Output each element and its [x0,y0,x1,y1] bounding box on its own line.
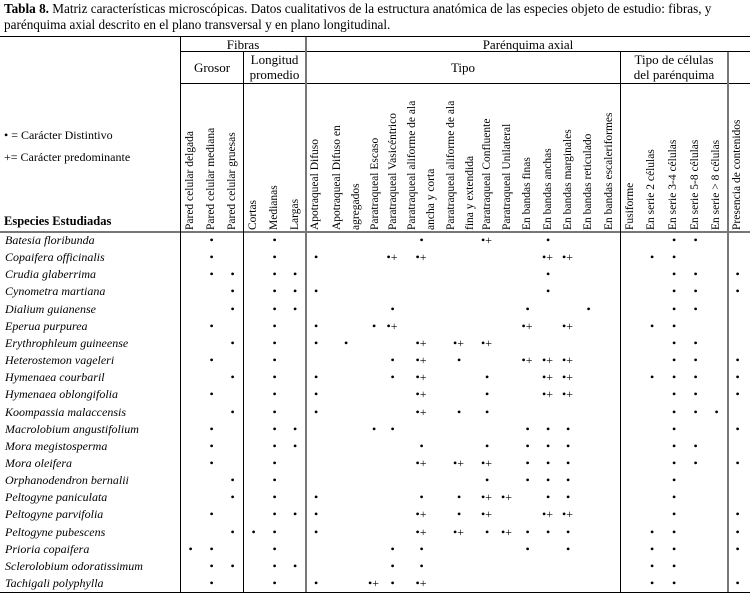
distinctive-mark: • [735,387,740,402]
column-header: En bandas reticulado [582,133,594,230]
distinctive-mark: • [566,421,571,436]
distinctive-mark: • [672,301,677,316]
distinctive-mark: • [272,421,277,436]
predominant-mark: •+ [415,524,427,539]
distinctive-mark: • [390,558,395,573]
distinctive-mark: • [272,250,277,265]
species-name: Hymenaea courbaril [5,370,105,385]
distinctive-mark: • [272,473,277,488]
distinctive-mark: • [546,421,551,436]
distinctive-mark: • [735,524,740,539]
distinctive-mark: • [735,576,740,590]
distinctive-mark: • [672,421,677,436]
distinctive-mark: • [735,267,740,282]
distinctive-mark: • [209,387,214,402]
species-name: Macrolobium angustifolium [5,421,139,436]
distinctive-mark: • [735,284,740,299]
legend-predominant: += Carácter predominante [4,150,131,164]
distinctive-mark: • [390,421,395,436]
predominant-mark: •+ [501,490,512,505]
distinctive-mark: • [566,473,571,488]
predominant-mark: •+ [415,370,427,385]
distinctive-mark: • [344,335,349,350]
distinctive-mark: • [272,404,277,419]
distinctive-mark: • [525,524,530,539]
distinctive-mark: • [546,284,551,299]
distinctive-mark: • [485,404,490,419]
distinctive-mark: • [693,301,698,316]
column-header: Paratraqueal Unilateral [501,123,513,230]
predominant-mark: •+ [415,455,427,470]
distinctive-mark: • [314,318,319,333]
distinctive-mark: • [485,473,490,488]
distinctive-mark: • [272,558,277,573]
distinctive-mark: • [209,507,214,522]
distinctive-mark: • [525,301,530,316]
distinctive-mark: • [672,353,677,368]
column-header: En bandas escaleriformes [603,112,615,230]
column-header: Largas [289,198,301,230]
predominant-mark: •+ [542,507,553,522]
species-name: Eperua purpurea [5,318,88,333]
distinctive-mark: • [230,301,235,316]
distinctive-mark: • [230,284,235,299]
distinctive-mark: • [672,284,677,299]
distinctive-mark: • [693,438,698,453]
distinctive-mark: • [209,318,214,333]
distinctive-mark: • [272,490,277,505]
distinctive-mark: • [566,455,571,470]
distinctive-mark: • [650,558,655,573]
distinctive-mark: • [272,335,277,350]
distinctive-mark: • [525,473,530,488]
distinctive-mark: • [672,558,677,573]
predominant-mark: •+ [368,576,379,590]
distinctive-mark: • [485,438,490,453]
distinctive-mark: • [272,524,277,539]
distinctive-mark: • [485,387,490,402]
predominant-mark: •+ [453,455,464,470]
species-name: Mora megistosperma [5,438,108,453]
predominant-mark: •+ [415,250,427,265]
distinctive-mark: • [693,284,698,299]
column-header: Medianas [268,185,280,230]
distinctive-mark: • [230,558,235,573]
distinctive-mark: • [314,490,319,505]
predominant-mark: •+ [562,250,573,265]
species-name: Crudia glaberrima [5,267,97,282]
distinctive-mark: • [390,370,395,385]
distinctive-mark: • [485,524,490,539]
distinctive-mark: • [672,250,677,265]
distinctive-mark: • [293,507,298,522]
distinctive-mark: • [485,370,490,385]
distinctive-mark: • [293,267,298,282]
distinctive-mark: • [546,233,551,247]
distinctive-mark: • [457,490,462,505]
species-name: Hymenaea oblongifolia [5,387,118,402]
distinctive-mark: • [293,301,298,316]
distinctive-mark: • [230,473,235,488]
distinctive-mark: • [272,284,277,299]
distinctive-mark: • [188,541,193,556]
distinctive-mark: • [272,233,277,247]
species-name: Orphanodendron bernalii [5,473,129,488]
distinctive-mark: • [672,370,677,385]
distinctive-mark: • [693,404,698,419]
distinctive-mark: • [209,455,214,470]
distinctive-mark: • [272,318,277,333]
distinctive-mark: • [272,387,277,402]
group-fibras: Fibras [226,37,260,52]
distinctive-mark: • [293,284,298,299]
legend-distinctive: • = Carácter Distintivo [4,128,113,142]
column-header: Paratraqueal Confluente [481,118,493,230]
distinctive-mark: • [272,541,277,556]
predominant-mark: •+ [415,404,427,419]
distinctive-mark: • [209,558,214,573]
species-name: Cynometra martiana [5,284,106,299]
subgroup-tipo: Tipo [450,60,476,75]
distinctive-mark: • [314,507,319,522]
column-header: Fusiforme [624,182,636,230]
distinctive-mark: • [419,541,424,556]
subgroup-grosor: Grosor [193,60,231,75]
column-header: Apotraqueal Difuso [309,138,321,230]
species-name: Tachigali polyphylla [5,576,104,590]
distinctive-mark: • [209,250,214,265]
predominant-mark: •+ [481,233,492,247]
distinctive-mark: • [546,455,551,470]
species-name: Peltogyne pubescens [5,524,106,539]
distinctive-mark: • [735,541,740,556]
distinctive-mark: • [672,267,677,282]
distinctive-mark: • [735,370,740,385]
predominant-mark: •+ [386,318,398,333]
species-name: Heterostemon vageleri [5,353,115,368]
predominant-mark: •+ [562,370,573,385]
distinctive-mark: • [693,455,698,470]
distinctive-mark: • [293,438,298,453]
distinctive-mark: • [293,421,298,436]
species-name: Peltogyne paniculata [5,490,108,505]
distinctive-mark: • [546,438,551,453]
distinctive-mark: • [230,524,235,539]
column-header: En bandas marginales [562,129,574,230]
distinctive-mark: • [525,455,530,470]
distinctive-mark: • [230,404,235,419]
column-header: Paratraqueal aliforme de ala ancha y corta [406,100,437,230]
distinctive-mark: • [566,438,571,453]
distinctive-mark: • [735,353,740,368]
distinctive-mark: • [672,233,677,247]
predominant-mark: •+ [481,455,492,470]
distinctive-mark: • [735,421,740,436]
column-header: En serie 2 células [645,149,657,230]
predominant-mark: •+ [521,353,533,368]
distinctive-mark: • [272,353,277,368]
species-name: Erythrophleum guineense [5,335,129,350]
distinctive-mark: • [314,250,319,265]
distinctive-mark: • [314,524,319,539]
predominant-mark: •+ [542,387,553,402]
column-header: En serie 5-8 células [689,139,701,230]
distinctive-mark: • [650,370,655,385]
distinctive-mark: • [272,438,277,453]
predominant-mark: •+ [542,250,553,265]
predominant-mark: •+ [415,507,427,522]
distinctive-mark: • [272,301,277,316]
predominant-mark: •+ [415,576,427,590]
distinctive-mark: • [650,576,655,590]
column-header: Cortas [247,199,259,230]
distinctive-mark: • [546,490,551,505]
table-number: Tabla 8. [4,1,49,16]
predominant-mark: •+ [481,490,492,505]
distinctive-mark: • [735,507,740,522]
distinctive-mark: • [693,335,698,350]
distinctive-mark: • [314,335,319,350]
distinctive-mark: • [314,387,319,402]
distinctive-mark: • [714,404,719,419]
species-name: Koompassia malaccensis [5,404,126,419]
column-header: Pared celular delgada [184,131,196,230]
species-name: Sclerolobium odoratissimum [5,558,143,573]
distinctive-mark: • [230,335,235,350]
predominant-mark: •+ [562,387,573,402]
column-header: Pared celular gruesas [226,132,238,230]
predominant-mark: •+ [415,387,427,402]
predominant-mark: •+ [386,250,398,265]
distinctive-mark: • [672,524,677,539]
distinctive-mark: • [525,541,530,556]
distinctive-mark: • [419,558,424,573]
distinctive-mark: • [209,233,214,247]
column-header: Pared celular mediana [205,127,217,230]
distinctive-mark: • [419,233,424,247]
distinctive-mark: • [650,541,655,556]
column-header: En bandas finas [521,157,533,230]
distinctive-mark: • [672,455,677,470]
distinctive-mark: • [230,267,235,282]
distinctive-mark: • [230,370,235,385]
distinctive-mark: • [251,524,256,539]
predominant-mark: •+ [542,370,553,385]
distinctive-mark: • [672,507,677,522]
distinctive-mark: • [546,473,551,488]
subgroup-rule [180,83,750,84]
species-name: Prioria copaifera [5,541,90,556]
distinctive-mark: • [390,541,395,556]
distinctive-mark: • [372,318,377,333]
distinctive-mark: • [672,387,677,402]
distinctive-mark: • [372,421,377,436]
distinctive-mark: • [693,267,698,282]
distinctive-mark: • [314,576,319,590]
predominant-mark: •+ [453,524,464,539]
distinctive-mark: • [419,490,424,505]
predominant-mark: •+ [501,524,512,539]
distinctive-mark: • [693,233,698,247]
distinctive-mark: • [672,576,677,590]
distinctive-mark: • [209,438,214,453]
predominant-mark: •+ [562,507,573,522]
distinctive-mark: • [314,404,319,419]
distinctive-mark: • [272,370,277,385]
distinctive-mark: • [672,335,677,350]
distinctive-mark: • [272,455,277,470]
species-name: Copaifera officinalis [5,250,105,265]
predominant-mark: •+ [415,335,427,350]
header-bottom-rule [0,231,750,233]
distinctive-mark: • [272,576,277,590]
distinctive-mark: • [457,404,462,419]
subgroup-tipo-celulas: Tipo de células del parénquima [633,52,715,82]
distinctive-mark: • [272,267,277,282]
table-caption-text: Matriz características microscópicas. Datos cualitativos de la estructura anatómica de las especies objeto de estudio: fibras, y parénquima axial descrito en el plano transversal y en plano longitudinal. [4,1,712,32]
distinctive-mark: • [566,541,571,556]
column-header: En serie 3-4 células [667,139,679,230]
distinctive-mark: • [209,421,214,436]
column-header: En serie > 8 células [710,139,722,230]
group-parenquima-axial: Parénquima axial [482,37,574,52]
distinctive-mark: • [209,541,214,556]
column-header: Paratraqueal aliforme de ala fina y extendida [445,100,476,230]
distinctive-mark: • [293,558,298,573]
distinctive-mark: • [419,438,424,453]
distinctive-mark: • [566,524,571,539]
distinctive-mark: • [390,576,395,590]
predominant-mark: •+ [481,507,492,522]
distinctive-mark: • [457,507,462,522]
predominant-mark: •+ [562,318,573,333]
distinctive-mark: • [390,301,395,316]
species-name: Mora oleifera [5,455,72,470]
predominant-mark: •+ [521,318,533,333]
distinctive-mark: • [209,267,214,282]
column-header: Paratraqueal Vasicéntrico [387,113,399,230]
distinctive-mark: • [672,318,677,333]
predominant-mark: •+ [542,353,553,368]
distinctive-mark: • [650,318,655,333]
column-header: Paratraqueal Escaso [369,137,381,230]
distinctive-mark: • [314,284,319,299]
distinctive-mark: • [650,524,655,539]
column-header: En bandas anchas [542,148,554,230]
distinctive-mark: • [209,576,214,590]
distinctive-mark: • [672,541,677,556]
distinctive-mark: • [314,370,319,385]
predominant-mark: •+ [415,353,427,368]
distinctive-mark: • [693,370,698,385]
column-header: Presencia de contenidos [731,119,743,230]
distinctive-mark: • [525,421,530,436]
predominant-mark: •+ [562,353,573,368]
distinctive-mark: • [650,250,655,265]
distinctive-mark: • [586,301,591,316]
species-name: Batesia floribunda [5,233,95,247]
subgroup-longitud-promedio: Longitud promedio [249,52,300,82]
distinctive-mark: • [672,490,677,505]
distinctive-mark: • [546,524,551,539]
distinctive-mark: • [735,455,740,470]
predominant-mark: •+ [453,335,464,350]
distinctive-mark: • [209,353,214,368]
column-header: Apotraqueal Difuso en agregados [331,125,362,230]
distinctive-mark: • [672,473,677,488]
distinctive-mark: • [566,490,571,505]
distinctive-mark: • [457,353,462,368]
distinctive-mark: • [230,490,235,505]
distinctive-mark: • [693,387,698,402]
species-name: Peltogyne parvifolia [5,507,104,522]
table-bottom-rule [0,592,750,593]
predominant-mark: •+ [481,335,492,350]
distinctive-mark: • [272,507,277,522]
distinctive-mark: • [672,404,677,419]
distinctive-mark: • [693,353,698,368]
distinctive-mark: • [390,353,395,368]
species-column-header: Especies Estudiadas [4,214,112,228]
distinctive-mark: • [525,438,530,453]
distinctive-mark: • [672,438,677,453]
species-name: Dialium guianense [5,301,96,316]
distinctive-mark: • [546,267,551,282]
